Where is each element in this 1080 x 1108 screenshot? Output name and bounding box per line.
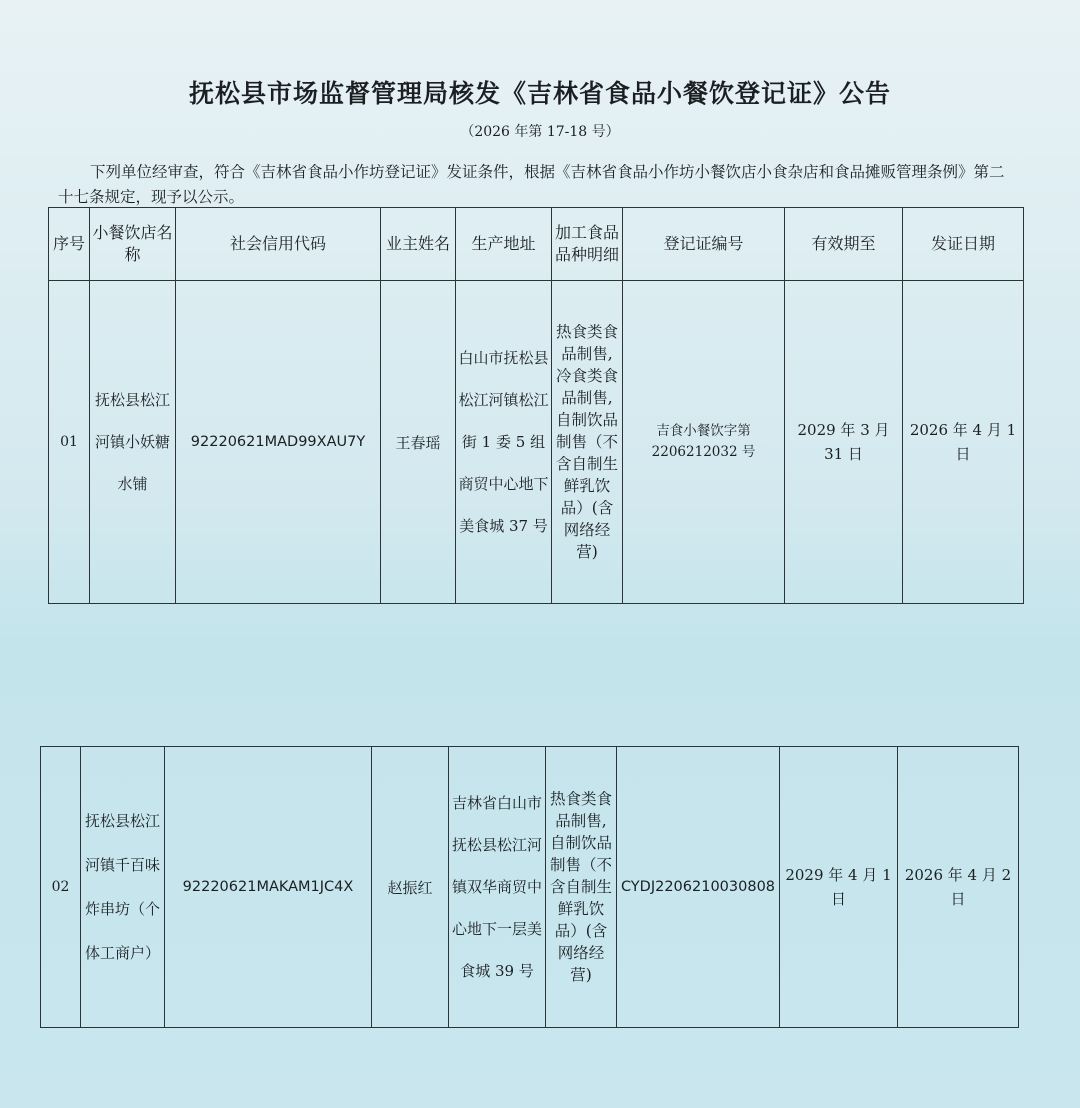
header-credit-code: 社会信用代码 — [176, 208, 381, 281]
cell-cert-no: 吉食小餐饮字第 2206212032 号 — [623, 281, 785, 604]
registration-table-page-2 — [40, 746, 1019, 1028]
notice-intro: 下列单位经审查，符合《吉林省食品小作坊登记证》发证条件，根据《吉林省食品小作坊小餐饮店小食杂店和食品摊贩管理条例》第二十七条规定，现予以公示。 — [58, 163, 1005, 206]
cell-products: 热食类食品制售,自制饮品制售（不含自制生鲜乳饮品）(含网络经营) — [546, 747, 617, 1028]
page-gap — [0, 606, 1080, 746]
cell-issue-date: 2026 年 4 月 1 日 — [903, 281, 1024, 604]
table-row — [49, 281, 1024, 604]
cell-seq: 02 — [41, 747, 81, 1028]
cell-valid-until: 2029 年 3 月 31 日 — [785, 281, 903, 604]
cell-owner: 王春瑶 — [381, 281, 456, 604]
cell-issue-date: 2026 年 4 月 2 日 — [898, 747, 1019, 1028]
cell-cert-no: CYDJ2206210030808 — [617, 747, 780, 1028]
cell-credit-code: 92220621MAD99XAU7Y — [176, 281, 381, 604]
cell-address: 白山市抚松县松江河镇松江街 1 委 5 组商贸中心地下美食城 37 号 — [456, 281, 552, 604]
header-owner: 业主姓名 — [381, 208, 456, 281]
header-cert-no: 登记证编号 — [623, 208, 785, 281]
notice-title: 抚松县市场监督管理局核发《吉林省食品小餐饮登记证》公告 — [188, 79, 891, 108]
cell-seq: 01 — [49, 281, 90, 604]
header-valid-until: 有效期至 — [785, 208, 903, 281]
table-row — [41, 747, 1019, 1028]
header-products: 加工食品品种明细 — [552, 208, 623, 281]
cell-address: 吉林省白山市抚松县松江河镇双华商贸中心地下一层美食城 39 号 — [449, 747, 546, 1028]
cell-credit-code: 92220621MAKAM1JC4X — [165, 747, 372, 1028]
cell-name: 抚松县松江河镇小妖糖水铺 — [90, 281, 176, 604]
cell-valid-until: 2029 年 4 月 1 日 — [780, 747, 898, 1028]
cell-products: 热食类食品制售,冷食类食品制售,自制饮品制售（不含自制生鲜乳饮品）(含网络经营) — [552, 281, 623, 604]
registration-table-page-1 — [48, 207, 1024, 604]
header-issue-date: 发证日期 — [903, 208, 1024, 281]
notice-number: （2026 年第 17-18 号） — [460, 124, 620, 140]
cell-name: 抚松县松江河镇千百味炸串坊（个体工商户） — [81, 747, 165, 1028]
header-address: 生产地址 — [456, 208, 552, 281]
cell-owner: 赵振红 — [372, 747, 449, 1028]
header-name: 小餐饮店名称 — [90, 208, 176, 281]
header-seq: 序号 — [49, 208, 90, 281]
table-header-row — [49, 208, 1024, 281]
